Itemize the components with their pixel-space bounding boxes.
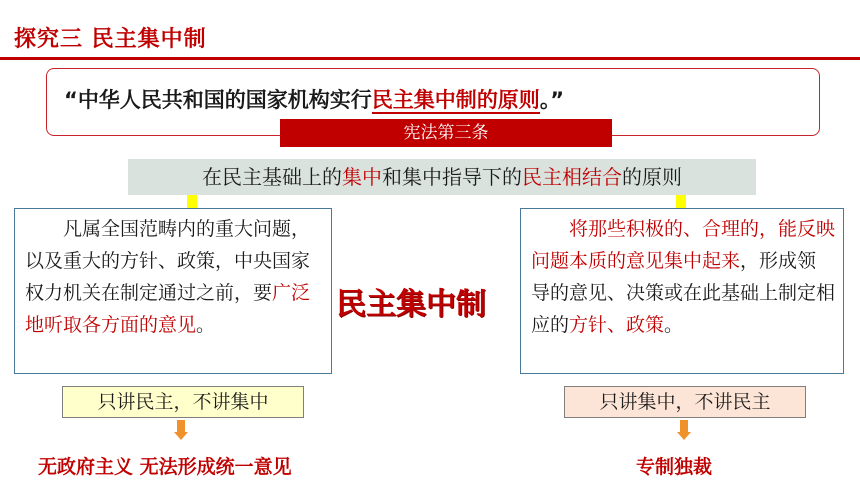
constitution-quote: [64, 84, 564, 114]
democracy-only-box: 只讲民主，不讲集中: [62, 386, 304, 418]
centralism-highlight: 将那些积极的、合理的，能反映问题本质的意见集中起来: [531, 218, 836, 272]
principle-text-1: 在民主基础上的: [202, 165, 342, 189]
center-concept-label: 民主集中制: [336, 287, 486, 322]
centralism-end: 。: [664, 314, 684, 336]
centralism-highlight-2: 方针、政策: [569, 314, 665, 336]
title-divider: [0, 57, 860, 60]
quote-close: 。”: [539, 88, 565, 112]
democracy-end: 。: [196, 314, 216, 336]
democracy-only-result: 无政府主义 无法形成统一意见: [38, 456, 292, 478]
source-label: 宪法第三条: [280, 119, 612, 147]
connector-tab-right: [676, 194, 686, 208]
principle-text-2: 和集中指导下的: [382, 165, 522, 189]
page-title: 探究三 民主集中制: [14, 27, 207, 52]
democracy-highlight: 广泛地听取各方面的意见: [25, 282, 311, 336]
centralism-only-result: 专制独裁: [636, 456, 713, 478]
principle-highlight-2: 民主相结合: [522, 165, 622, 189]
democracy-text: 凡属全国范畴内的重大问题，以及重大的方针、政策，中央国家权力机关在制定通过之前，要: [25, 218, 311, 304]
down-arrow-icon: [174, 420, 184, 440]
down-arrow-icon: [677, 420, 687, 440]
centralism-text: ，形成领导的意见、决策或在此基础上制定相应的: [531, 250, 836, 336]
principle-highlight-1: 集中: [342, 165, 382, 189]
principle-text-3: 的原则: [622, 165, 682, 189]
quote-highlight: 民主集中制: [371, 88, 477, 112]
quote-part1: 中华人民共和国的国家机构实行: [77, 88, 372, 112]
democracy-description-box: [14, 208, 332, 374]
centralism-only-box: 只讲集中，不讲民主: [564, 386, 806, 418]
centralism-description-box: [520, 208, 844, 374]
quote-part2: 的原则: [476, 88, 540, 112]
connector-tab-left: [187, 194, 197, 208]
quote-open: “: [64, 88, 78, 112]
principle-definition: [128, 159, 756, 195]
